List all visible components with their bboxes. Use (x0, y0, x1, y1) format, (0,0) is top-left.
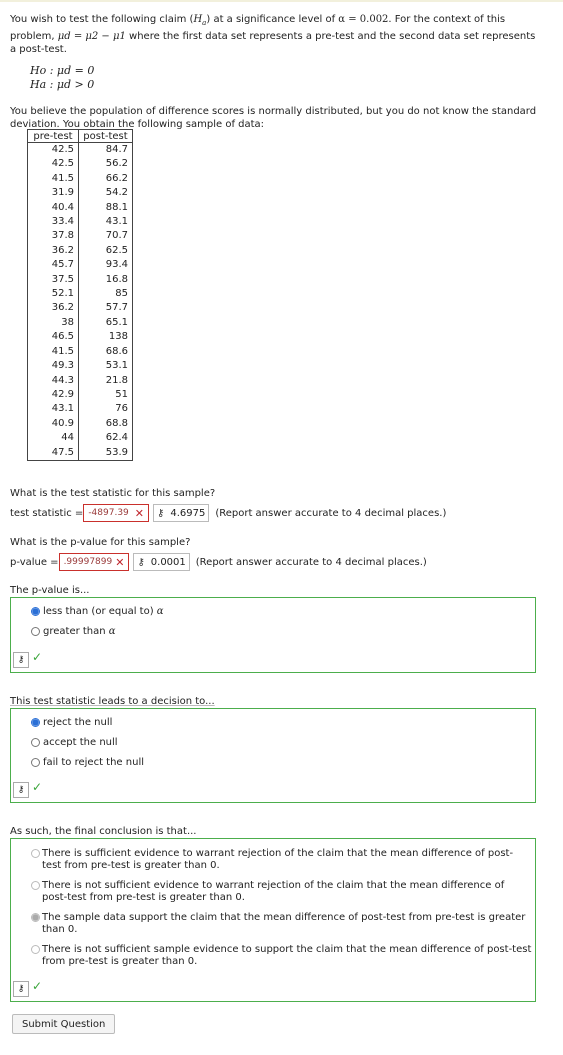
pre-test-cell: 37.5 (28, 273, 79, 287)
compare-option-label: greater than α (43, 626, 116, 637)
post-test-cell: 53.1 (79, 359, 133, 373)
decision-panel (10, 708, 536, 803)
intro-text (10, 13, 545, 56)
check-icon: ✓ (32, 979, 43, 993)
check-icon: ✓ (32, 780, 43, 794)
conclusion-option-2[interactable] (31, 880, 40, 890)
post-test-cell: 85 (79, 287, 133, 301)
test-statistic-hint: (Report answer accurate to 4 decimal places.) (215, 507, 447, 519)
conclusion-option-label: There is not sufficient evidence to warrant rejection of the claim that the mean difference of post-test from pre-test is greater than 0. (42, 880, 505, 903)
conclusion-option-label: There is not sufficient sample evidence to support the claim that the mean difference of post-test from pre-test is greater than 0. (42, 944, 532, 967)
intro-text-part: problem, (10, 31, 58, 42)
pre-test-cell: 46.5 (28, 330, 79, 344)
question-test-statistic: What is the test statistic for this sample? (10, 488, 216, 499)
table-row (28, 287, 133, 301)
pre-test-cell: 41.5 (28, 345, 79, 359)
test-statistic-row (10, 503, 446, 523)
p-value-row (10, 552, 427, 572)
radio-button[interactable] (31, 718, 40, 727)
null-hypothesis: Ho : μd = 0 (30, 64, 95, 77)
decision-option-accept[interactable] (31, 737, 118, 748)
p-value-label: p-value = (10, 556, 59, 568)
question-p-value-compare: The p-value is... (10, 585, 90, 596)
radio-button[interactable] (31, 849, 40, 858)
key-icon: ⚷ (13, 652, 29, 668)
table-row (28, 258, 133, 272)
pre-test-cell: 36.2 (28, 244, 79, 258)
alpha-expression: α = 0.002 (338, 14, 389, 25)
pre-test-cell: 42.5 (28, 157, 79, 171)
pre-test-cell: 52.1 (28, 287, 79, 301)
post-test-cell: 43.1 (79, 215, 133, 229)
table-row (28, 301, 133, 315)
table-row (28, 157, 133, 171)
pre-test-cell: 31.9 (28, 186, 79, 200)
pre-test-cell: 45.7 (28, 258, 79, 272)
alt-hypothesis: Ha : μd > 0 (30, 78, 95, 91)
decision-option-label: accept the null (43, 737, 118, 748)
radio-button[interactable] (31, 945, 40, 954)
key-icon: ⚷ (13, 981, 29, 997)
post-test-cell: 65.1 (79, 316, 133, 330)
conclusion-option-label: There is sufficient evidence to warrant rejection of the claim that the mean difference of post-test from pre-test is greater than 0. (42, 848, 514, 871)
intro-text-part: . For the context of this (388, 14, 506, 25)
pre-test-cell: 42.5 (28, 143, 79, 158)
sample-text-line: You believe the population of difference scores is normally distributed, but you do not know the standard (10, 106, 537, 117)
post-test-cell: 21.8 (79, 374, 133, 388)
question-decision: This test statistic leads to a decision to... (10, 696, 215, 707)
p-value-hint: (Report answer accurate to 4 decimal places.) (195, 556, 427, 568)
key-icon: ⚷ (157, 507, 165, 519)
pre-test-cell: 47.5 (28, 446, 79, 461)
radio-button[interactable] (31, 881, 40, 890)
decision-option-label: fail to reject the null (43, 757, 144, 768)
decision-option-reject[interactable] (31, 717, 112, 728)
pre-test-cell: 40.9 (28, 417, 79, 431)
table-row (28, 402, 133, 416)
pre-test-cell: 40.4 (28, 201, 79, 215)
post-test-cell: 93.4 (79, 258, 133, 272)
pre-test-cell: 41.5 (28, 172, 79, 186)
post-test-cell: 84.7 (79, 143, 133, 158)
pre-test-cell: 33.4 (28, 215, 79, 229)
p-value-entered: .99997899 (63, 557, 113, 567)
post-test-cell: 70.7 (79, 229, 133, 243)
p-value-correct: 0.0001 (150, 556, 186, 568)
table-row (28, 229, 133, 243)
pre-test-cell: 38 (28, 316, 79, 330)
table-row (28, 446, 133, 461)
compare-panel (10, 597, 536, 673)
intro-text-part: a post-test. (10, 44, 67, 55)
conclusion-option-3[interactable] (31, 912, 40, 922)
pre-test-cell: 49.3 (28, 359, 79, 373)
compare-option-greater[interactable] (31, 626, 116, 637)
post-test-cell: 138 (79, 330, 133, 344)
table-header-post: post-test (79, 130, 133, 143)
intro-text-part: where the first data set represents a pre-test and the second data set represents (125, 31, 536, 42)
pre-test-cell: 42.9 (28, 388, 79, 402)
sample-text-line: deviation. You obtain the following sample of data: (10, 119, 265, 130)
test-statistic-correct: 4.6975 (170, 507, 206, 519)
post-test-cell: 66.2 (79, 172, 133, 186)
table-row (28, 316, 133, 330)
decision-option-fail[interactable] (31, 757, 144, 768)
post-test-cell: 54.2 (79, 186, 133, 200)
post-test-cell: 56.2 (79, 157, 133, 171)
intro-text-part: You wish to test the following claim ( (10, 14, 194, 25)
key-icon: ⚷ (137, 556, 145, 568)
table-row (28, 215, 133, 229)
table-row (28, 388, 133, 402)
table-row (28, 172, 133, 186)
pre-test-cell: 37.8 (28, 229, 79, 243)
post-test-cell: 62.5 (79, 244, 133, 258)
x-icon: ✕ (115, 555, 125, 569)
x-icon: ✕ (134, 506, 144, 520)
table-row (28, 431, 133, 445)
post-test-cell: 68.8 (79, 417, 133, 431)
p-value-input[interactable] (59, 553, 130, 571)
radio-button[interactable] (31, 607, 40, 616)
pre-test-cell: 44 (28, 431, 79, 445)
radio-button[interactable] (31, 738, 40, 747)
pre-test-cell: 36.2 (28, 301, 79, 315)
question-conclusion: As such, the final conclusion is that... (10, 826, 197, 837)
post-test-cell: 68.6 (79, 345, 133, 359)
table-row (28, 244, 133, 258)
table-row (28, 143, 133, 158)
radio-button[interactable] (31, 627, 40, 636)
post-test-cell: 51 (79, 388, 133, 402)
mu-expression: μd = μ2 − μ1 (57, 31, 126, 42)
table-row (28, 273, 133, 287)
compare-option-label: less than (or equal to) α (43, 606, 164, 617)
post-test-cell: 88.1 (79, 201, 133, 215)
pre-test-cell: 43.1 (28, 402, 79, 416)
radio-button[interactable] (31, 758, 40, 767)
sample-description (10, 105, 545, 131)
table-row (28, 345, 133, 359)
decision-option-label: reject the null (43, 717, 113, 728)
table-row (28, 374, 133, 388)
post-test-cell: 62.4 (79, 431, 133, 445)
pre-test-cell: 44.3 (28, 374, 79, 388)
test-statistic-entered: -4897.39 (88, 508, 129, 518)
post-test-cell: 57.7 (79, 301, 133, 315)
post-test-cell: 53.9 (79, 446, 133, 461)
test-statistic-label: test statistic = (10, 507, 84, 519)
conclusion-panel (10, 838, 536, 1002)
post-test-cell: 16.8 (79, 273, 133, 287)
question-p-value: What is the p-value for this sample? (10, 537, 191, 548)
conclusion-option-4[interactable] (31, 944, 40, 954)
submit-question-button[interactable]: Submit Question (12, 1014, 115, 1034)
check-icon: ✓ (32, 650, 43, 664)
top-border (0, 0, 563, 2)
table-row (28, 186, 133, 200)
radio-button[interactable] (31, 913, 40, 922)
intro-text-part: ) at a significance level of (206, 14, 339, 25)
p-value-key (133, 553, 189, 571)
conclusion-option-label: The sample data support the claim that the mean difference of post-test from pre-test is greater than 0. (42, 912, 526, 935)
test-statistic-key (153, 504, 209, 522)
test-statistic-input[interactable] (83, 504, 149, 522)
post-test-cell: 76 (79, 402, 133, 416)
conclusion-option-1[interactable] (31, 848, 40, 858)
key-icon: ⚷ (13, 782, 29, 798)
table-row (28, 330, 133, 344)
table-row (28, 201, 133, 215)
table-row (28, 359, 133, 373)
compare-option-less[interactable] (31, 606, 164, 617)
table-row (28, 417, 133, 431)
data-table (27, 129, 133, 461)
table-header-pre: pre-test (28, 130, 79, 143)
claim-symbol: $H_a$ (193, 14, 207, 27)
